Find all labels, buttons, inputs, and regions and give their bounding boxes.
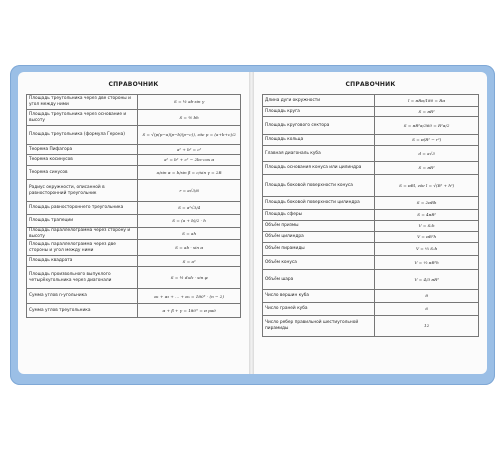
right-page-title: СПРАВОЧНИК (345, 81, 396, 88)
left-formula-table (26, 94, 241, 318)
formula-name: Площадь треугольника (формула Герона) (27, 126, 138, 145)
formula-expression: V = 4/3 πR³ (375, 270, 479, 290)
formula-name: Радиус окружности, описанной в равносторонний треугольник (27, 180, 138, 202)
formula-expression: 12 (375, 316, 479, 337)
formula-expression: S = πRl, где l = √(R² + h²) (375, 175, 479, 197)
formula-name: Объём конуса (263, 256, 375, 270)
formula-expression: S = ½ ab·sin γ (138, 95, 241, 110)
formula-expression: 8 (375, 290, 479, 303)
formula-expression: S = ab · sin α (138, 240, 241, 256)
table-row (263, 232, 479, 243)
formula-expression: V = ⅓ πR²h (375, 256, 479, 270)
formula-expression: V = Sₒh (375, 221, 479, 232)
table-row (27, 256, 241, 267)
formula-name: Площадь параллелограмма через сторону и высоту (27, 228, 138, 240)
left-page (18, 72, 249, 374)
formula-expression: S = πR²α/360 = R²α/2 (375, 117, 479, 135)
table-row (27, 110, 241, 126)
formula-name: Объём цилиндра (263, 232, 375, 243)
table-row (27, 180, 241, 202)
right-page (254, 72, 487, 374)
formula-expression: a/sin α = b/sin β = c/sin γ = 2R (138, 166, 241, 180)
formula-name: Площадь параллелограмма через две стороны и угол между ними (27, 240, 138, 256)
open-notebook (10, 65, 495, 385)
formula-name: Теорема синусов (27, 166, 138, 180)
formula-expression: a² + b² = c² (138, 145, 241, 155)
table-row (27, 166, 241, 180)
table-row (263, 221, 479, 232)
formula-expression: r = a√3/6 (138, 180, 241, 202)
formula-expression: α + β + γ = 180° = π рад (138, 304, 241, 318)
formula-expression: V = ⅓ Sₒh (375, 243, 479, 256)
table-row (27, 240, 241, 256)
formula-name: Площадь боковой поверхности цилиндра (263, 197, 375, 210)
formula-expression: S = ½ bh (138, 110, 241, 126)
table-row (27, 289, 241, 304)
table-row (27, 126, 241, 145)
formula-name: Сумма углов n-угольника (27, 289, 138, 304)
formula-expression: S = (a + b)/2 · h (138, 215, 241, 228)
table-row (263, 95, 479, 107)
formula-name: Теорема Пифагора (27, 145, 138, 155)
formula-name: Площадь круга (263, 107, 375, 117)
formula-expression: S = a²√3/4 (138, 202, 241, 215)
formula-name: Площадь треугольника через основание и высоту (27, 110, 138, 126)
table-row (263, 210, 479, 221)
formula-expression: S = 2πRh (375, 197, 479, 210)
formula-name: Площадь произвольного выпуклого четырёхугольника через диагонали (27, 267, 138, 289)
formula-name: Длина дуги окружности (263, 95, 375, 107)
formula-name: Объём пирамиды (263, 243, 375, 256)
right-formula-table (262, 94, 479, 337)
formula-name: Площадь боковой поверхности конуса (263, 175, 375, 197)
table-row (263, 290, 479, 303)
formula-expression: S = πR² (375, 162, 479, 175)
table-row (27, 228, 241, 240)
table-row (27, 95, 241, 110)
table-row (27, 145, 241, 155)
formula-name: Объём шара (263, 270, 375, 290)
formula-name: Площадь сферы (263, 210, 375, 221)
formula-name: Число вершин куба (263, 290, 375, 303)
formula-expression: 6 (375, 303, 479, 316)
table-row (263, 117, 479, 135)
formula-name: Площадь трапеции (27, 215, 138, 228)
formula-expression: V = πR²h (375, 232, 479, 243)
table-row (263, 316, 479, 337)
formula-expression: S = ½ d₁d₂ · sin φ (138, 267, 241, 289)
table-row (263, 243, 479, 256)
formula-expression: d = a√3 (375, 146, 479, 162)
left-page-title: СПРАВОЧНИК (108, 81, 159, 88)
formula-name: Площадь основания конуса или цилиндра (263, 162, 375, 175)
formula-expression: S = π(R² − r²) (375, 135, 479, 146)
formula-name: Площадь треугольника через две стороны и угол между ними (27, 95, 138, 110)
formula-expression: l = πRα/180 = Rα (375, 95, 479, 107)
formula-name: Площадь квадрата (27, 256, 138, 267)
table-row (27, 267, 241, 289)
table-row (263, 256, 479, 270)
table-row (263, 135, 479, 146)
table-row (263, 162, 479, 175)
formula-name: Площадь кольца (263, 135, 375, 146)
table-row (27, 304, 241, 318)
formula-name: Число граней куба (263, 303, 375, 316)
table-row (27, 202, 241, 215)
formula-name: Теорема косинусов (27, 155, 138, 166)
formula-expression: S = πR² (375, 107, 479, 117)
table-row (263, 107, 479, 117)
formula-name: Главная диагональ куба (263, 146, 375, 162)
formula-name: Площадь кругового сектора (263, 117, 375, 135)
formula-expression: α₁ + α₂ + … + αₙ = 180° · (n − 2) (138, 289, 241, 304)
table-row (263, 146, 479, 162)
table-row (27, 215, 241, 228)
table-row (263, 303, 479, 316)
formula-expression: S = √(p(p−a)(p−b)(p−c)), где p = (a+b+c)/2 (138, 126, 241, 145)
formula-expression: S = a² (138, 256, 241, 267)
formula-name: Сумма углов треугольника (27, 304, 138, 318)
formula-name: Число ребер правильной шестиугольной пирамиды (263, 316, 375, 337)
formula-name: Площадь равностороннего треугольника (27, 202, 138, 215)
formula-expression: S = ah (138, 228, 241, 240)
table-row (263, 175, 479, 197)
table-row (27, 155, 241, 166)
table-row (263, 270, 479, 290)
table-row (263, 197, 479, 210)
formula-name: Объём призмы (263, 221, 375, 232)
formula-expression: a² = b² + c² − 2bc·cos α (138, 155, 241, 166)
formula-expression: S = 4πR² (375, 210, 479, 221)
